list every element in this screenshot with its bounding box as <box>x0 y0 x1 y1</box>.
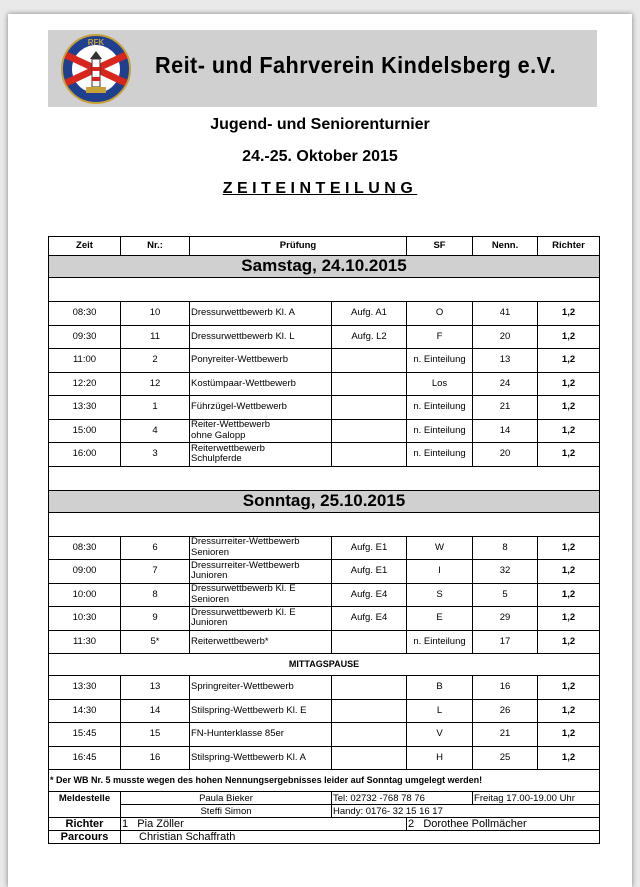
tournament-title: Jugend- und Seniorenturnier <box>210 116 430 133</box>
pruefung-line1: Springreiter-Wettbewerb <box>191 681 294 692</box>
cell-nr: 5* <box>121 630 190 654</box>
cell-zeit: 16:45 <box>49 746 121 770</box>
cell-richter: 1,2 <box>538 372 600 396</box>
cell-pruefung <box>190 723 332 747</box>
cell-nr: 15 <box>121 723 190 747</box>
cell-zeit: 15:45 <box>49 723 121 747</box>
cell-richter: 1,2 <box>538 746 600 770</box>
cell-nr: 9 <box>121 607 190 631</box>
cell-aufgabe <box>332 396 407 420</box>
spacer-row <box>49 278 600 302</box>
pruefung-line1: Stilspring-Wettbewerb Kl. E <box>191 704 307 716</box>
cell-nr: 12 <box>121 372 190 396</box>
logo-text: RFK <box>87 38 105 47</box>
cell-aufgabe: Aufg. E1 <box>332 536 407 560</box>
cell-sf: O <box>407 302 473 326</box>
richter-1-num: 1 <box>122 818 129 830</box>
cell-nenn: 17 <box>473 630 538 654</box>
meldestelle-row-2 <box>49 805 600 818</box>
cell-nr: 6 <box>121 536 190 560</box>
cell-sf: L <box>407 699 473 723</box>
day-label: Samstag, 24.10.2015 <box>49 256 600 278</box>
cell-sf: n. Einteilung <box>407 419 473 443</box>
richter-1 <box>121 818 407 831</box>
cell-sf: n. Einteilung <box>407 396 473 420</box>
pruefung-line1: Ponyreiter-Wettbewerb <box>191 354 288 365</box>
cell-richter: 1,2 <box>538 607 600 631</box>
cell-zeit: 09:30 <box>49 325 121 349</box>
meldestelle-label-cont <box>49 805 121 818</box>
cell-aufgabe: Aufg. E4 <box>332 607 407 631</box>
lunch-break-label: MITTAGSPAUSE <box>49 654 600 676</box>
cell-richter: 1,2 <box>538 583 600 607</box>
pruefung-line2: Schulpferde <box>191 453 242 465</box>
table-row <box>49 746 600 770</box>
cell-sf: W <box>407 536 473 560</box>
cell-pruefung <box>190 560 332 584</box>
spacer-cell <box>49 466 600 490</box>
cell-nr: 11 <box>121 325 190 349</box>
cell-zeit: 08:30 <box>49 302 121 326</box>
cell-aufgabe <box>332 723 407 747</box>
cell-sf: n. Einteilung <box>407 349 473 373</box>
cell-aufgabe: Aufg. L2 <box>332 325 407 349</box>
parcours-label: Parcours <box>49 831 121 844</box>
cell-richter: 1,2 <box>538 419 600 443</box>
cell-sf: n. Einteilung <box>407 443 473 467</box>
cell-richter: 1,2 <box>538 325 600 349</box>
cell-pruefung <box>190 372 332 396</box>
pruefung-line1: FN-Hunterklasse 85er <box>191 728 284 739</box>
cell-zeit: 10:00 <box>49 583 121 607</box>
cell-pruefung <box>190 699 332 723</box>
cell-aufgabe <box>332 349 407 373</box>
cell-pruefung <box>190 325 332 349</box>
cell-nr: 4 <box>121 419 190 443</box>
pruefung-line1: Dressurwettbewerb Kl. E <box>191 583 296 595</box>
cell-richter: 1,2 <box>538 536 600 560</box>
cell-zeit: 09:00 <box>49 560 121 584</box>
cell-richter: 1,2 <box>538 676 600 700</box>
cell-pruefung <box>190 676 332 700</box>
col-zeit: Zeit <box>49 237 121 256</box>
cell-zeit: 08:30 <box>49 536 121 560</box>
cell-nenn: 41 <box>473 302 538 326</box>
table-row <box>49 699 600 723</box>
cell-richter: 1,2 <box>538 349 600 373</box>
schedule-heading: ZEITEINTEILUNG <box>222 180 418 197</box>
table-row <box>49 536 600 560</box>
table-row <box>49 419 600 443</box>
table-row <box>49 607 600 631</box>
cell-nr: 14 <box>121 699 190 723</box>
cell-nr: 3 <box>121 443 190 467</box>
pruefung-line1: Reiterwettbewerb <box>191 442 265 454</box>
day-header <box>49 256 600 278</box>
pruefung-line2: Senioren <box>191 593 230 605</box>
spacer-row <box>49 466 600 490</box>
cell-sf: B <box>407 676 473 700</box>
cell-nenn: 16 <box>473 676 538 700</box>
col-nr: Nr.: <box>121 237 190 256</box>
cell-richter: 1,2 <box>538 396 600 420</box>
cell-zeit: 15:00 <box>49 419 121 443</box>
cell-richter: 1,2 <box>538 560 600 584</box>
cell-nr: 10 <box>121 302 190 326</box>
richter-2 <box>407 818 600 831</box>
cell-aufgabe: Aufg. E1 <box>332 560 407 584</box>
cell-aufgabe <box>332 419 407 443</box>
cell-richter: 1,2 <box>538 699 600 723</box>
cell-nenn: 25 <box>473 746 538 770</box>
parcours-row <box>49 831 600 844</box>
meldestelle-hours: Freitag 17.00-19.00 Uhr <box>473 792 600 805</box>
table-row <box>49 630 600 654</box>
cell-sf: I <box>407 560 473 584</box>
cell-nenn: 14 <box>473 419 538 443</box>
table-header <box>49 237 600 256</box>
richter-row <box>49 818 600 831</box>
table-row <box>49 372 600 396</box>
meldestelle-name1: Paula Bieker <box>121 792 332 805</box>
cell-sf: H <box>407 746 473 770</box>
pruefung-line1: Dressurreiter-Wettbewerb <box>191 536 300 548</box>
spacer-cell <box>49 512 600 536</box>
table-row <box>49 302 600 326</box>
col-pruefung: Prüfung <box>190 237 407 256</box>
meldestelle-row <box>49 792 600 805</box>
meldestelle-tel: Tel: 02732 -768 78 76 <box>332 792 473 805</box>
pruefung-line1: Führzügel-Wettbewerb <box>191 401 287 412</box>
day-label: Sonntag, 25.10.2015 <box>49 490 600 512</box>
pruefung-line1: Dressurreiter-Wettbewerb <box>191 559 300 571</box>
cell-zeit: 10:30 <box>49 607 121 631</box>
parcours-name: Christian Schaffrath <box>121 831 600 844</box>
tournament-date: 24.-25. Oktober 2015 <box>242 148 398 165</box>
cell-nenn: 8 <box>473 536 538 560</box>
cell-pruefung <box>190 419 332 443</box>
spacer-cell <box>49 278 600 302</box>
cell-zeit: 14:30 <box>49 699 121 723</box>
cell-nenn: 29 <box>473 607 538 631</box>
pruefung-line2: Junioren <box>191 570 228 582</box>
cell-aufgabe: Aufg. E4 <box>332 583 407 607</box>
club-name: Reit- und Fahrverein Kindelsberg e.V. <box>155 52 557 78</box>
day-header <box>49 490 600 512</box>
pruefung-line2: ohne Galopp <box>191 429 246 441</box>
cell-aufgabe <box>332 676 407 700</box>
cell-pruefung <box>190 583 332 607</box>
cell-zeit: 11:00 <box>49 349 121 373</box>
cell-nr: 8 <box>121 583 190 607</box>
table-row <box>49 676 600 700</box>
table-row <box>49 560 600 584</box>
cell-sf: S <box>407 583 473 607</box>
table-row <box>49 723 600 747</box>
cell-zeit: 13:30 <box>49 396 121 420</box>
pruefung-line1: Reiter-Wettbewerb <box>191 419 271 431</box>
cell-aufgabe <box>332 443 407 467</box>
club-logo-icon <box>60 33 132 105</box>
cell-pruefung <box>190 396 332 420</box>
table-row <box>49 349 600 373</box>
cell-zeit: 16:00 <box>49 443 121 467</box>
cell-nr: 16 <box>121 746 190 770</box>
cell-nr: 13 <box>121 676 190 700</box>
cell-aufgabe: Aufg. A1 <box>332 302 407 326</box>
cell-aufgabe <box>332 630 407 654</box>
pruefung-line1: Dressurwettbewerb Kl. E <box>191 606 296 618</box>
cell-nenn: 13 <box>473 349 538 373</box>
table-row <box>49 396 600 420</box>
table-row <box>49 583 600 607</box>
meldestelle-name2: Steffi Simon <box>121 805 332 818</box>
cell-nenn: 24 <box>473 372 538 396</box>
cell-pruefung <box>190 630 332 654</box>
cell-nenn: 26 <box>473 699 538 723</box>
col-nenn: Nenn. <box>473 237 538 256</box>
meldestelle-label: Meldestelle <box>49 792 121 805</box>
cell-nenn: 20 <box>473 325 538 349</box>
meldestelle-handy: Handy: 0176- 32 15 16 17 <box>332 805 600 818</box>
cell-aufgabe <box>332 372 407 396</box>
cell-pruefung <box>190 349 332 373</box>
note-row <box>49 770 600 792</box>
schedule-table <box>48 236 600 844</box>
cell-nenn: 21 <box>473 396 538 420</box>
cell-nr: 7 <box>121 560 190 584</box>
cell-pruefung <box>190 443 332 467</box>
cell-pruefung <box>190 536 332 560</box>
richter-2-name: Dorothee Pollmächer <box>423 818 527 830</box>
cell-nenn: 5 <box>473 583 538 607</box>
cell-nenn: 21 <box>473 723 538 747</box>
cell-nr: 2 <box>121 349 190 373</box>
cell-sf: Los <box>407 372 473 396</box>
cell-aufgabe <box>332 746 407 770</box>
lunch-break-row <box>49 654 600 676</box>
table-row <box>49 443 600 467</box>
pruefung-line1: Reiterwettbewerb* <box>191 635 269 647</box>
cell-pruefung <box>190 746 332 770</box>
pruefung-line1: Kostümpaar-Wettbewerb <box>191 377 296 389</box>
cell-aufgabe <box>332 699 407 723</box>
richter-2-num: 2 <box>408 818 415 830</box>
col-richter: Richter <box>538 237 600 256</box>
cell-sf: V <box>407 723 473 747</box>
cell-sf: E <box>407 607 473 631</box>
cell-richter: 1,2 <box>538 723 600 747</box>
cell-sf: n. Einteilung <box>407 630 473 654</box>
richter-1-name: Pia Zöller <box>137 818 184 830</box>
cell-zeit: 11:30 <box>49 630 121 654</box>
cell-nr: 1 <box>121 396 190 420</box>
cell-richter: 1,2 <box>538 443 600 467</box>
cell-richter: 1,2 <box>538 630 600 654</box>
cell-zeit: 12:20 <box>49 372 121 396</box>
cell-zeit: 13:30 <box>49 676 121 700</box>
pruefung-line1: Dressurwettbewerb Kl. L <box>191 330 295 342</box>
cell-pruefung <box>190 302 332 326</box>
col-sf: SF <box>407 237 473 256</box>
cell-nenn: 20 <box>473 443 538 467</box>
cell-sf: F <box>407 325 473 349</box>
spacer-row <box>49 512 600 536</box>
cell-nenn: 32 <box>473 560 538 584</box>
cell-pruefung <box>190 607 332 631</box>
pruefung-line1: Stilspring-Wettbewerb Kl. A <box>191 751 306 763</box>
cell-richter: 1,2 <box>538 302 600 326</box>
pruefung-line2: Junioren <box>191 617 228 629</box>
richter-label: Richter <box>49 818 121 831</box>
pruefung-line1: Dressurwettbewerb Kl. A <box>191 307 296 318</box>
note-text: * Der WB Nr. 5 musste wegen des hohen Nennungsergebnisses leider auf Sonntag umgelegt werden! <box>49 770 600 792</box>
pruefung-line2: Senioren <box>191 546 230 558</box>
table-row <box>49 325 600 349</box>
